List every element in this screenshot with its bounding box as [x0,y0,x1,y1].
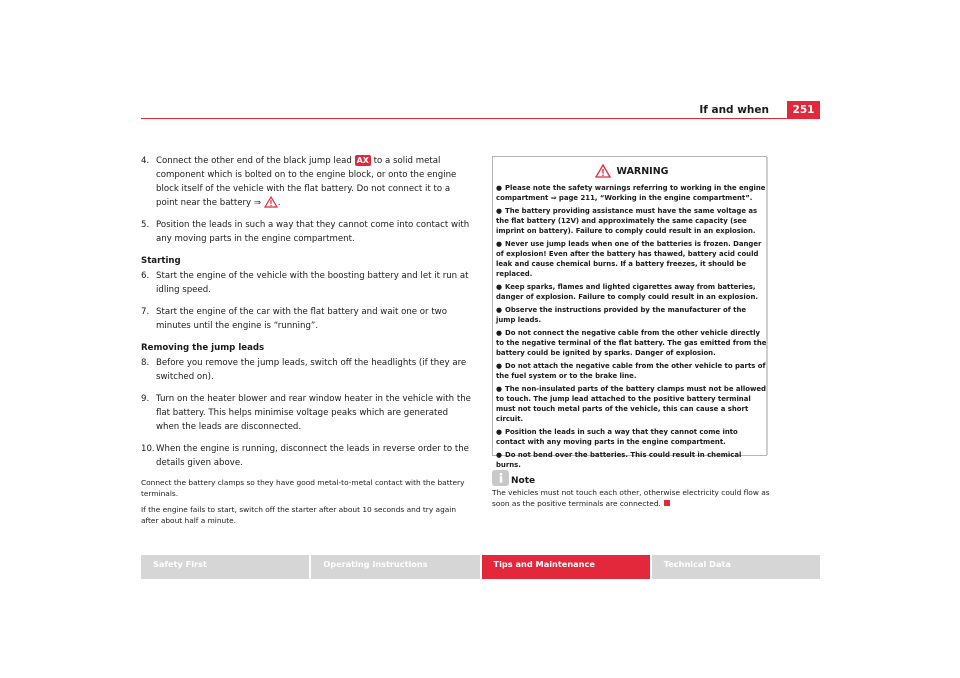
step-number: 10. [141,444,155,454]
step-text: Connect the other end of the black jump lead [156,156,355,166]
step-number: 4. [141,156,150,166]
warning-list [496,183,767,470]
warning-item: ● The non-insulated parts of the battery clamps must not be allowed to touch. The jump lead attached to the positive battery terminal must not touch metal parts of the vehicle, this can cause a short circuit. [496,385,766,423]
step-text: Position the leads in such a way that they cannot come into contact with any moving parts in the engine compartment. [156,220,470,244]
warning-item: ● Do not bend over the batteries. This could result in chemical burns. [496,451,742,469]
bullet-icon: ● [496,184,503,192]
step-number: 9. [141,394,150,404]
bullet-icon: ● [496,329,503,337]
warning-triangle-icon [595,164,611,178]
step-4 [141,154,471,210]
lead-label-badge: AX [356,156,369,165]
note-text: The vehicles must not touch each other, otherwise electricity could flow as soon as the positive terminals are connected. [492,488,770,508]
warning-item: ● Position the leads in such a way that they cannot come into contact with any moving parts in the engine compartment. [496,428,738,446]
step-text: Turn on the heater blower and rear window heater in the vehicle with the flat battery. This helps minimise voltage peaks which are generated when the leads are disconnected. [156,394,471,432]
warning-item: ● Do not attach the negative cable from the other vehicle to parts of the fuel system or to the brake line. [496,362,766,380]
step-number: 7. [141,307,150,317]
warning-item: ● Observe the instructions provided by the manufacturer of the jump leads. [496,306,747,324]
bullet-icon: ● [496,306,503,314]
bullet-icon: ● [496,207,503,215]
step-text: Start the engine of the car with the flat battery and wait one or two minutes until the engine is “running”. [156,307,447,331]
step-6 [141,269,471,297]
step-text-cont: to a solid metal component which is bolted on to the engine block, or onto the engine block itself of the vehicle with the flat battery. Do not connect it to a point near the battery ⇒ [156,156,457,208]
tab-operating-instructions[interactable]: Operating instructions [311,555,479,579]
step-10 [141,442,471,470]
starting-heading: Starting [141,256,181,266]
clamp-note: Connect the battery clamps so they have good metal-to-metal contact with the battery terminals. [141,478,465,498]
step-text: When the engine is running, disconnect the leads in reverse order to the details given above. [156,444,469,468]
step-8 [141,356,471,384]
section-end-marker [664,500,670,506]
step-number: 8. [141,358,150,368]
start-fail-note: If the engine fails to start, switch off the starter after about 10 seconds and try again after about half a minute. [141,505,457,525]
warning-box [492,156,767,469]
note-info-icon [492,470,509,486]
step-text: Before you remove the jump leads, switch off the headlights (if they are switched on). [156,358,467,382]
note-heading: Note [511,476,536,486]
note-block [492,470,772,509]
bullet-icon: ● [496,240,503,248]
tab-technical-data[interactable]: Technical Data [652,555,820,579]
page-number: 251 [787,101,820,119]
section-title: If and when [699,104,769,116]
instructions-column [141,154,471,532]
step-7 [141,305,471,333]
header-divider [141,118,820,119]
note-heading-row [492,470,772,486]
step-9 [141,392,471,434]
warning-item: ● Never use jump leads when one of the batteries is frozen. Danger of explosion! Even after the battery has thawed, battery acid could leak and cause chemical burns. If a battery freezes, it should be replaced. [496,240,762,278]
footer-nav [141,555,820,579]
bullet-icon: ● [496,362,503,370]
step-number: 6. [141,271,150,281]
step-5 [141,218,471,246]
step-number: 5. [141,220,150,230]
tab-tips-and-maintenance[interactable]: Tips and Maintenance [482,555,650,579]
removing-heading: Removing the jump leads [141,343,265,353]
warning-heading: WARNING [616,165,669,177]
bullet-icon: ● [496,283,503,291]
warning-item: ● The battery providing assistance must have the same voltage as the flat battery (12V) and approximately the same capacity (see imprint on battery). Failure to comply could result in an explosion. [496,207,758,235]
bullet-icon: ● [496,451,503,459]
bullet-icon: ● [496,385,503,393]
tab-safety-first[interactable]: Safety First [141,555,309,579]
warning-triangle-icon [264,196,278,208]
warning-item: ● Please note the safety warnings referring to working in the engine compartment ⇒ page 211, “Working in the engine compartment”. [496,184,766,202]
warning-heading-row [496,164,767,178]
warning-item: ● Do not connect the negative cable from the other vehicle directly to the negative terminal of the flat battery. The gas emitted from the battery could be ignited by sparks. Danger of explosion. [496,329,767,357]
warning-item: ● Keep sparks, flames and lighted cigarettes away from batteries, danger of explosion. Failure to comply could result in an explosion. [496,283,758,301]
bullet-icon: ● [496,428,503,436]
step-text: Start the engine of the vehicle with the boosting battery and let it run at idling speed. [156,271,469,295]
step-text-end: . [277,198,281,208]
